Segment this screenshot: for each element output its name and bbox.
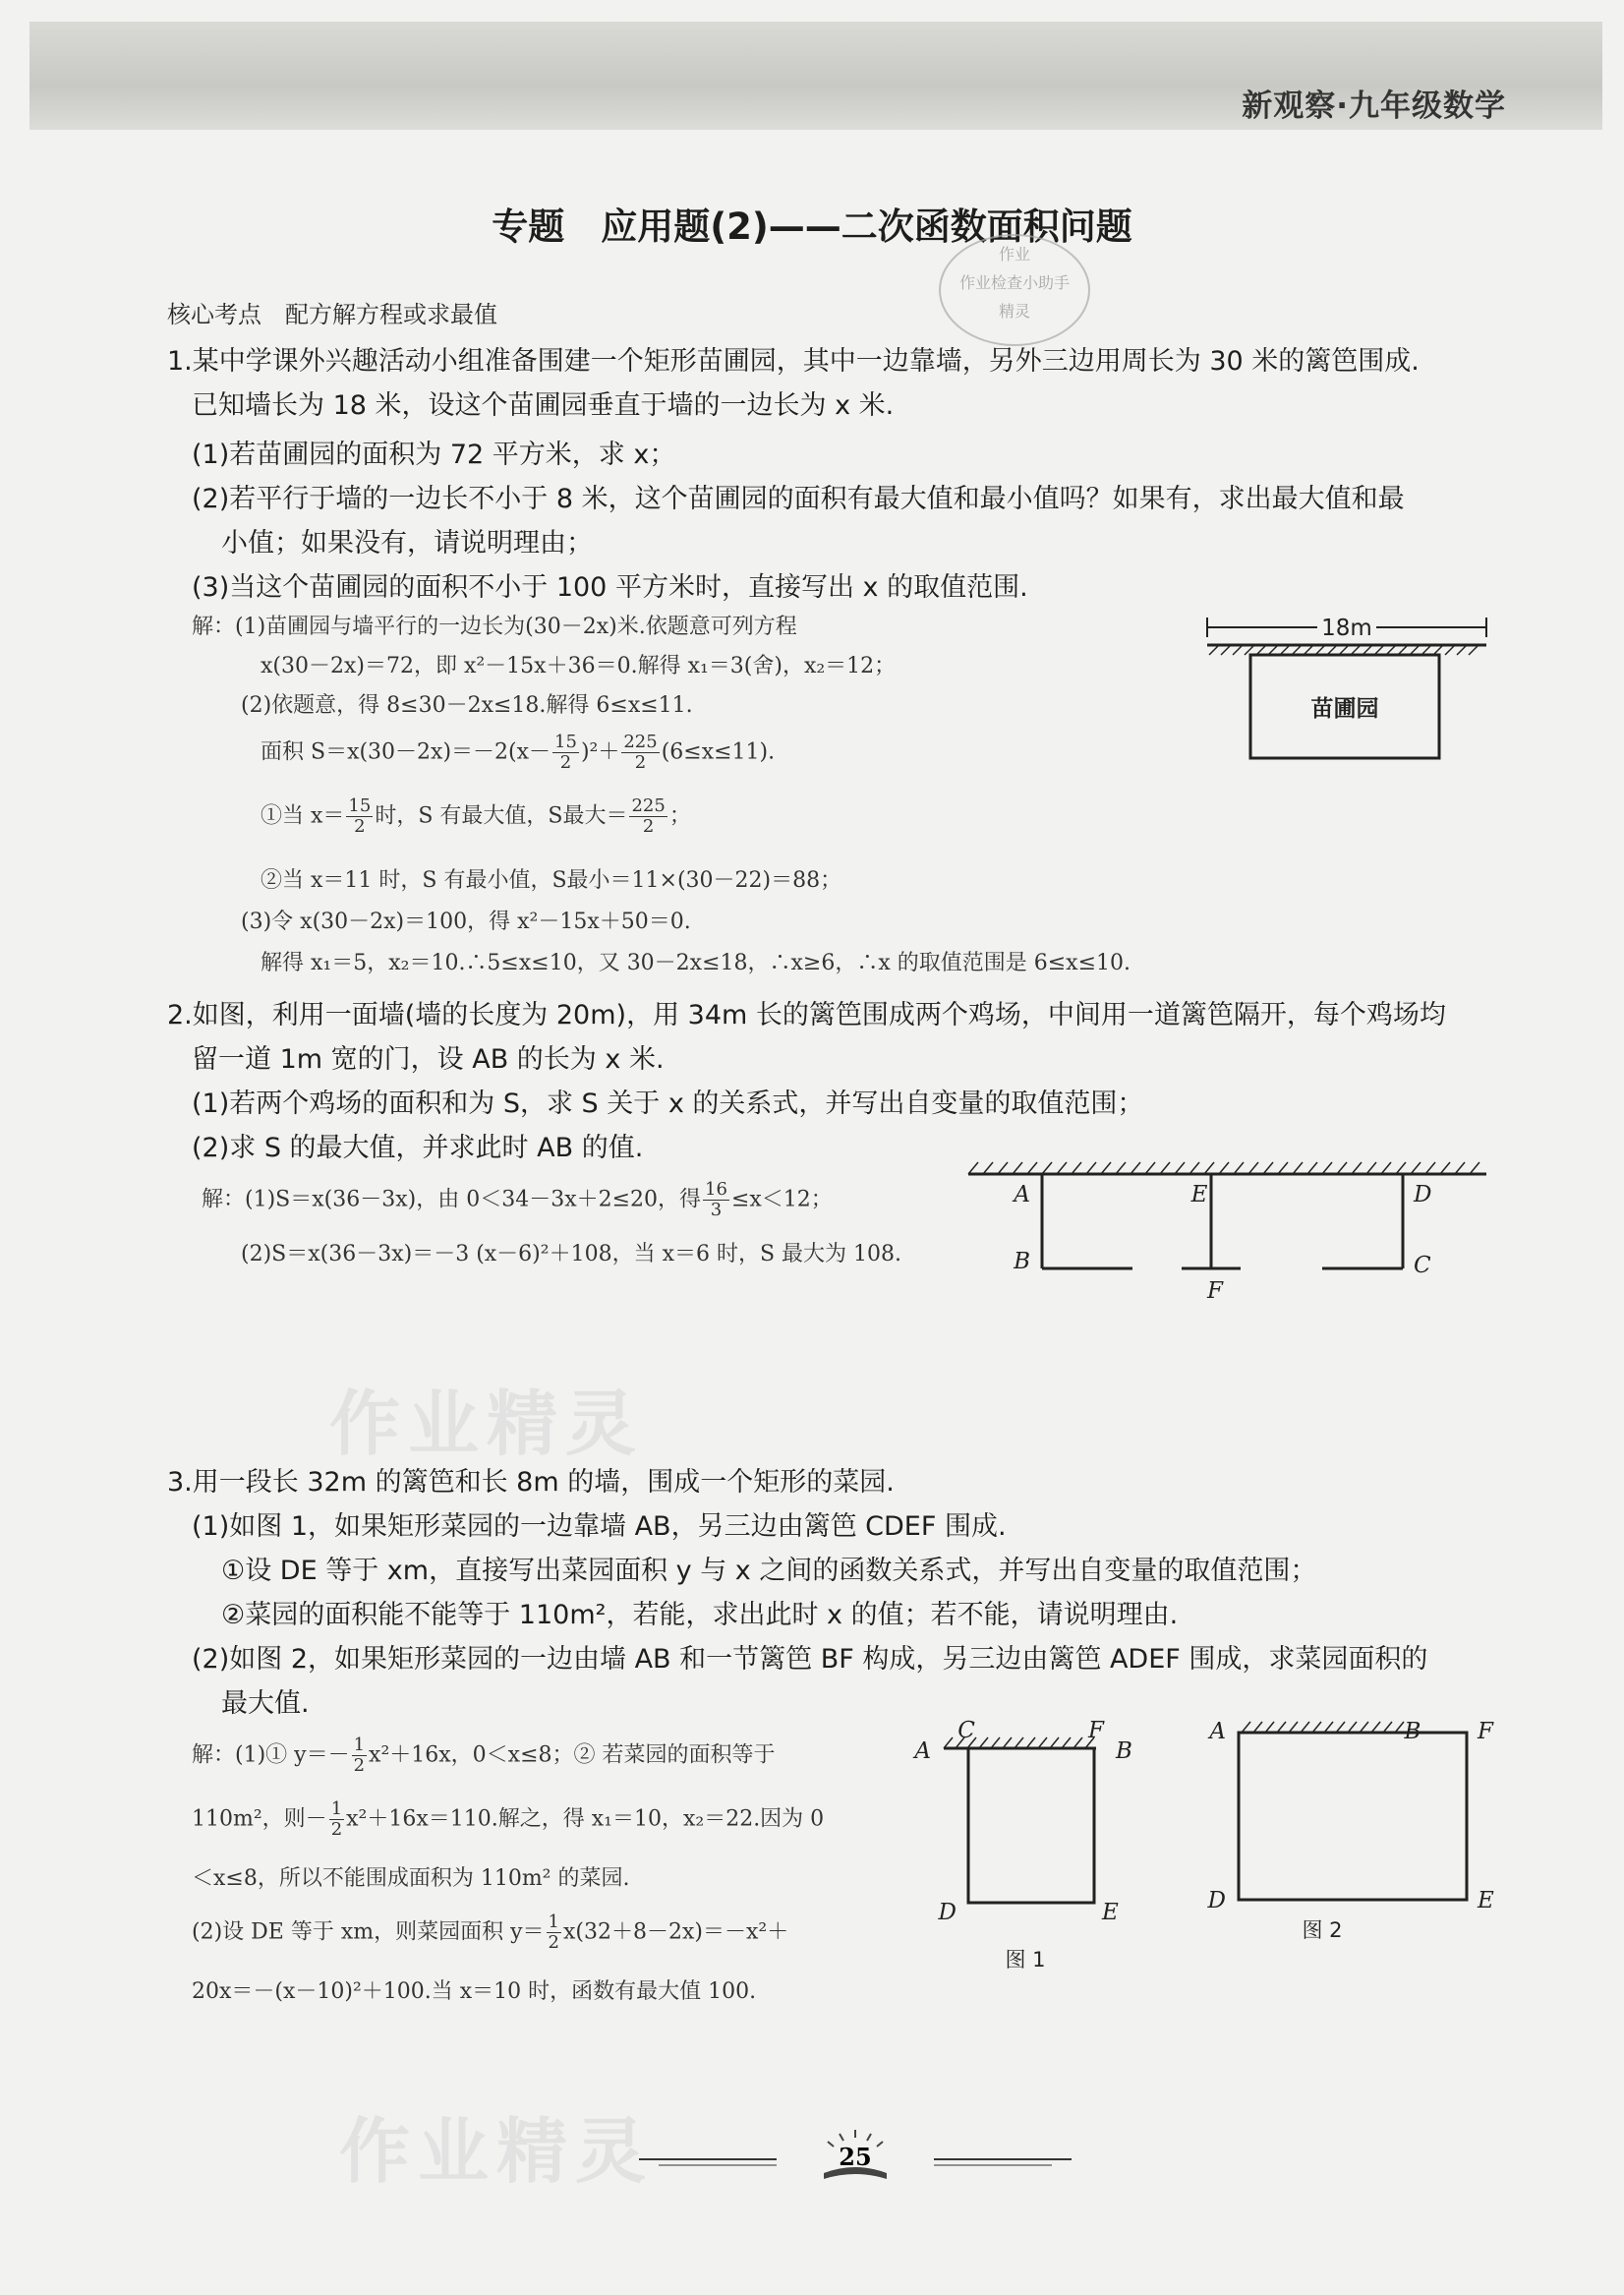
- watermark-text: 作业精灵: [329, 1383, 645, 1465]
- fraction: [346, 796, 373, 837]
- q3-line-1: 3.用一段长 32m 的篱笆和长 8m 的墙，围成一个矩形的菜园.: [167, 1467, 895, 1498]
- fig1-label-c: C: [957, 1718, 975, 1743]
- fig1-label-a: A: [914, 1738, 931, 1764]
- frac-num: 1: [330, 1798, 343, 1819]
- q3-line-6: 最大值.: [221, 1688, 310, 1719]
- garden-label: 苗圃园: [1310, 696, 1379, 722]
- q3-figure-2: [1204, 1711, 1499, 1947]
- q3-figure-1: [909, 1711, 1165, 1976]
- q1-line-4: (2)若平行于墙的一边长不小于 8 米，这个苗圃园的面积有最大值和最小值吗？如果有，求出最大值和最: [192, 484, 1405, 514]
- core-point: 核心考点 配方解方程或求最值: [167, 301, 497, 328]
- q1-solution-2: x(30－2x)＝72，即 x²－15x＋36＝0.解得 x₁＝3(舍)，x₂＝12；: [261, 654, 897, 678]
- label-b: B: [1014, 1249, 1030, 1274]
- frac-num: 225: [623, 732, 658, 752]
- fraction: [621, 733, 659, 773]
- garden-rectangle: [1239, 1733, 1467, 1900]
- header-title: 新观察·九年级数学: [1242, 88, 1506, 124]
- fig1-label-d: D: [938, 1900, 957, 1925]
- fig2-label-e: E: [1478, 1888, 1494, 1913]
- frac-num: 225: [631, 795, 666, 816]
- q3-solution-1: [192, 1736, 776, 1776]
- page-number: 25: [839, 2143, 872, 2171]
- q1-line-3: (1)若苗圃园的面积为 72 平方米，求 x；: [192, 440, 676, 470]
- fraction: [329, 1799, 344, 1840]
- q3-s1-a: 解：(1)① y＝－: [192, 1742, 350, 1768]
- q1-line-1: 1.某中学课外兴趣活动小组准备围建一个矩形苗圃园，其中一边靠墙，另外三边用周长为 30 米的篱笆围成.: [167, 346, 1420, 377]
- fig2-label-f: F: [1478, 1719, 1493, 1744]
- q1-s4-a: 面积 S＝x(30－2x)＝－2(x－: [261, 739, 551, 765]
- q3-s2-a: 110m²，则－: [192, 1806, 327, 1832]
- fig2-label-a: A: [1209, 1719, 1226, 1744]
- frac-den: 2: [642, 816, 655, 837]
- q1-figure: [1189, 598, 1504, 770]
- q3-line-5: (2)如图 2，如果矩形菜园的一边由墙 AB 和一节篱笆 BF 构成，另三边由篱笆 ADEF 围成，求菜园面积的: [192, 1644, 1428, 1675]
- frac-den: 2: [559, 752, 572, 773]
- q3-s1-b: x²＋16x，0＜x≤8；② 若菜园的面积等于: [369, 1742, 776, 1768]
- q2-figure: [963, 1152, 1494, 1310]
- q1-solution-5: [261, 796, 691, 837]
- q2-s1-b: ≤x＜12；: [730, 1187, 833, 1212]
- q1-solution-1: 解：(1)苗圃园与墙平行的一边长为(30－2x)米.依题意可列方程: [192, 615, 797, 639]
- q2-line-3: (1)若两个鸡场的面积和为 S，求 S 关于 x 的关系式，并写出自变量的取值范围；: [192, 1089, 1144, 1119]
- q3-line-3: ①设 DE 等于 xm，直接写出菜园面积 y 与 x 之间的函数关系式，并写出自变量的取值范围；: [221, 1556, 1317, 1586]
- fig1-label-b: B: [1116, 1738, 1132, 1764]
- frac-num: 15: [554, 732, 577, 752]
- wall-length-label: 18m: [1321, 616, 1372, 641]
- fraction: [629, 796, 667, 837]
- q2-line-2: 留一道 1m 宽的门，设 AB 的长为 x 米.: [192, 1044, 665, 1075]
- q1-line-5: 小值；如果没有，请说明理由；: [221, 528, 593, 559]
- frac-num: 1: [548, 1912, 559, 1932]
- frac-num: 16: [705, 1179, 727, 1200]
- label-f: F: [1207, 1278, 1223, 1304]
- q2-s1-a: 解：(1)S＝x(36－3x)，由 0＜34－3x＋2≤20，得: [202, 1187, 702, 1212]
- q3-line-4: ②菜园的面积能不能等于 110m²，若能，求出此时 x 的值；若不能，请说明理由.: [221, 1600, 1179, 1630]
- frac-den: 2: [634, 752, 647, 773]
- label-c: C: [1414, 1253, 1431, 1278]
- page-footer: [629, 2126, 1081, 2185]
- wall-hatch: [968, 1162, 1479, 1174]
- q1-s4-b: )²＋: [580, 739, 620, 765]
- q1-s5-b: 时，S 有最大值，S最大＝: [375, 803, 628, 829]
- fig1-label-e: E: [1102, 1900, 1119, 1925]
- frac-den: 2: [330, 1819, 343, 1840]
- q1-solution-4: [261, 733, 775, 773]
- q1-s5-c: ；: [668, 803, 691, 829]
- label-e: E: [1190, 1182, 1208, 1207]
- fraction: [352, 1736, 367, 1776]
- q3-line-2: (1)如图 1，如果矩形菜园的一边靠墙 AB，另三边由篱笆 CDEF 围成.: [192, 1511, 1007, 1542]
- fraction: [547, 1912, 561, 1953]
- q2-line-4: (2)求 S 的最大值，并求此时 AB 的值.: [192, 1133, 644, 1163]
- page-title: 专题 应用题(2)——二次函数面积问题: [492, 206, 1132, 248]
- stamp-line-1: 作业: [998, 245, 1030, 264]
- q1-solution-8: 解得 x₁＝5，x₂＝10.∴5≤x≤10，又 30－2x≤18，∴x≥6，∴x 的取值范围是 6≤x≤10.: [261, 951, 1131, 975]
- q3-solution-3: ＜x≤8，所以不能围成面积为 110m² 的菜园.: [192, 1866, 630, 1891]
- frac-num: 15: [348, 795, 372, 816]
- q3-solution-4: [192, 1912, 788, 1953]
- q3-s4-a: (2)设 DE 等于 xm，则菜园面积 y＝: [192, 1919, 545, 1945]
- q2-solution-2: (2)S＝x(36－3x)＝－3 (x－6)²＋108，当 x＝6 时，S 最大为 108.: [241, 1242, 902, 1266]
- frac-den: 2: [353, 1755, 366, 1776]
- frac-den: 2: [548, 1932, 559, 1953]
- q1-solution-6: ②当 x＝11 时，S 有最小值，S最小＝11×(30－22)＝88；: [261, 868, 842, 893]
- label-d: D: [1414, 1182, 1432, 1207]
- fig2-label-b: B: [1404, 1719, 1421, 1744]
- q1-solution-3: (2)依题意，得 8≤30－2x≤18.解得 6≤x≤11.: [241, 693, 693, 718]
- fig1-label-f: F: [1088, 1718, 1104, 1743]
- q1-line-2: 已知墙长为 18 米，设这个苗圃园垂直于墙的一边长为 x 米.: [192, 390, 895, 421]
- fig2-label-d: D: [1207, 1888, 1226, 1913]
- fraction: [552, 733, 579, 773]
- frac-den: 2: [354, 816, 366, 837]
- q2-line-1: 2.如图，利用一面墙(墙的长度为 20m)，用 34m 长的篱笆围成两个鸡场，中间用一道篱笆隔开，每个鸡场均: [167, 1000, 1446, 1030]
- fraction: [703, 1180, 729, 1220]
- fig1-caption: 图 1: [1005, 1948, 1046, 1971]
- q1-line-6: (3)当这个苗圃园的面积不小于 100 平方米时，直接写出 x 的取值范围.: [192, 572, 1028, 603]
- frac-den: 3: [710, 1200, 723, 1220]
- wall-hatch: [1242, 1722, 1404, 1733]
- frac-num: 1: [353, 1735, 366, 1755]
- q3-solution-2: [192, 1799, 824, 1840]
- q1-solution-7: (3)令 x(30－2x)＝100，得 x²－15x＋50＝0.: [241, 910, 691, 934]
- watermark-text-bottom: 作业精灵: [339, 2110, 655, 2193]
- fig2-caption: 图 2: [1302, 1918, 1343, 1942]
- q2-solution-1: [202, 1180, 833, 1220]
- stamp-line-2: 作业检查小助手: [958, 273, 1070, 292]
- q1-s4-c: (6≤x≤11).: [661, 739, 776, 765]
- q3-s4-b: x(32＋8－2x)＝－x²＋: [563, 1919, 789, 1945]
- q3-s2-b: x²＋16x＝110.解之，得 x₁＝10，x₂＝22.因为 0: [346, 1806, 825, 1832]
- fence-cdef: [968, 1748, 1094, 1903]
- watermark-stamp: [939, 234, 1090, 346]
- stamp-line-3: 精灵: [998, 302, 1030, 321]
- q3-solution-5: 20x＝－(x－10)²＋100.当 x＝10 时，函数有最大值 100.: [192, 1979, 757, 2004]
- q1-s5-a: ①当 x＝: [261, 803, 345, 829]
- label-a: A: [1014, 1182, 1030, 1207]
